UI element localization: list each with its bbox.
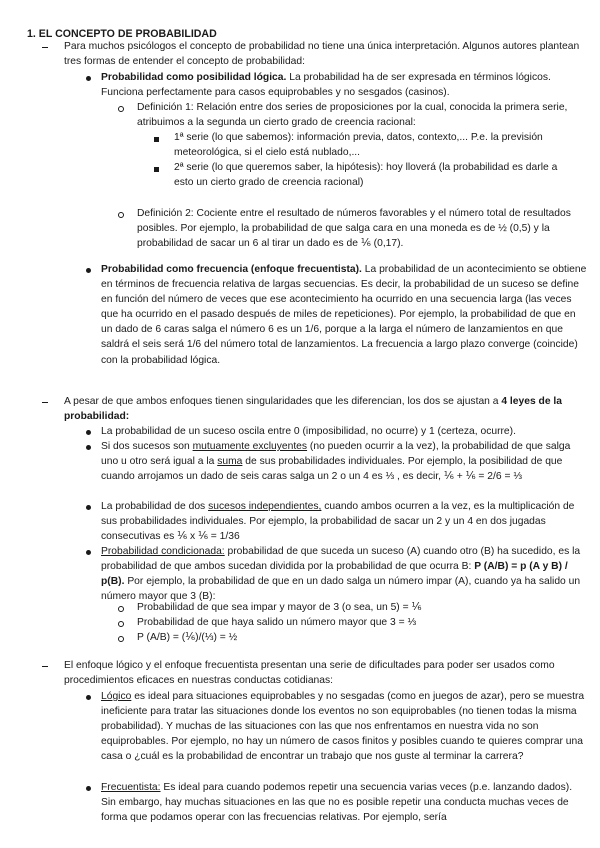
bullet-square — [154, 137, 159, 142]
leyes-intro-bold: 4 leyes de la probabilidad: — [64, 396, 563, 423]
ley-4-text-b: Por ejemplo, la probabilidad de que en un dado salga un número impar (A), cuando ya ha salido un número mayor que 3 (B): — [101, 576, 581, 603]
ley-4-underline: Probabilidad condicionada: — [101, 546, 225, 557]
bullet-dot — [86, 550, 91, 555]
example-2: Probabilidad de que haya salido un número mayor que 3 = ⅓ — [137, 617, 417, 628]
ley-3-underline: sucesos independientes, — [208, 501, 322, 512]
serie-1: 1ª serie (lo que sabemos): información previa, datos, contexto,... P.e. la previsión meteorológica, si el cielo está nublado,... — [174, 132, 543, 159]
ley-3-text-b: cuando ambos ocurren a la vez, es la multiplicación de sus probabilidades individuales. Por ejemplo, la probabilidad de sacar un 2 y un 4 en dos jugadas consecutivas es ⅙ x ⅙ = 1/36 — [101, 501, 575, 543]
definition-1: Definición 1: Relación entre dos series de proposiciones por la cual, conocida la primera serie, atribuimos a la segunda un cierto grado de creencia racional: — [137, 102, 568, 129]
bullet-circle — [118, 621, 124, 627]
ley-2-text-c: de sus probabilidades individuales. Por ejemplo, la posibilidad de que cuando arrojamos un dado de seis caras salga un 2 o un 4 es ⅓ , es decir, ⅙ + ⅙ = 2/6 = ⅓ — [101, 456, 563, 483]
frecuencia-label: Probabilidad como frecuencia (enfoque frecuentista). — [101, 264, 362, 275]
logico-paragraph — [101, 689, 587, 764]
bullet-dot — [86, 695, 91, 700]
example-3: P (A/B) = (⅙)/(⅓) = ½ — [137, 632, 238, 643]
ley-2-underline: mutuamente excluyentes — [192, 441, 308, 452]
ley-2-text-b: (no pueden ocurrir a la vez), la probabilidad de que salga uno u otro será igual a la — [101, 441, 571, 468]
frecuencia-text: La probabilidad de un acontecimiento se obtiene en términos de frecuencia relativa de largas secuencias. Es decir, la probabilidad de un suceso se define en función del número de veces que ese acontecimiento ha ocurrido en una secuencia larga (las veces que ha ocurrido en el pasado después de miles de repeticiones). Por ejemplo, la probabilidad de que en un dado de 6 caras salga el número 6 es un 1/6, porque a la larga el número de lanzamientos en que saldrá el seis será 1/6 del número total de lanzamientos. La frecuencia a largo plazo converge (coincide) con la probabilidad lógica. — [101, 264, 587, 366]
logica-text: La probabilidad ha de ser expresada en términos lógicos. Funciona perfectamente para casos equiprobables y no sesgados (casinos). — [101, 72, 551, 99]
intro-paragraph: Para muchos psicólogos el concepto de probabilidad no tiene una única interpretación. Algunos autores plantean tres formas de entender el concepto de probabilidad: — [64, 41, 580, 68]
bullet-dot — [86, 505, 91, 510]
ley-2-text-a: Si dos sucesos son — [101, 441, 193, 452]
logico-text: es ideal para situaciones equiprobables y no sesgadas (como en juegos de azar), pero se muestra ineficiente para tratar las situaciones donde los eventos no son equiprobables (no tienen todas la misma probabilidad). Y muchas de las situaciones con las que nos enfrentamos en nuestra vida no son equiprobables. Por ejemplo, no hay un número de casos finitos y posibles cuando te quieres comprar una casa o ¿cuál es la probabilidad de encontrar un trabajo que nos guste al terminar la carrera? — [101, 691, 585, 763]
serie-2: 2ª serie (lo que queremos saber, la hipótesis): hoy lloverá (la probabilidad es darle a esto un cierto grado de creencia racional) — [174, 162, 558, 189]
section-title: 1. EL CONCEPTO DE PROBABILIDAD — [27, 28, 217, 40]
ley-1: La probabilidad de un suceso oscila entre 0 (imposibilidad, no ocurre) y 1 (certeza, ocurre). — [101, 426, 516, 437]
bullet-dot — [86, 268, 91, 273]
ley-4 — [101, 544, 587, 604]
ley-2 — [101, 439, 587, 484]
frecuencia-paragraph — [101, 262, 587, 368]
dash-bullet — [42, 666, 48, 667]
bullet-circle — [118, 636, 124, 642]
frecuentista-text: Es ideal para cuando podemos repetir una secuencia varias veces (p.e. lanzando dados). Sin embargo, hay muchas situaciones en las que no es posible repetir una conducta muchas veces de forma que podamos operar con las frecuencias relativas. Por ejemplo, sería — [101, 782, 573, 824]
bullet-circle — [118, 212, 124, 218]
bullet-dot — [86, 430, 91, 435]
leyes-intro — [64, 394, 584, 424]
bullet-dot — [86, 786, 91, 791]
logica-paragraph — [101, 70, 579, 100]
bullet-circle — [118, 106, 124, 112]
dash-bullet — [42, 47, 48, 48]
bullet-dot — [86, 76, 91, 81]
frecuentista-paragraph — [101, 780, 587, 825]
logica-label: Probabilidad como posibilidad lógica. — [101, 72, 287, 83]
dificultades-intro: El enfoque lógico y el enfoque frecuentista presentan una serie de dificultades para poder ser usados como procedimientos eficaces en nuestras conductas cotidianas: — [64, 660, 555, 687]
ley-2-underline-2: suma — [217, 456, 243, 468]
frecuentista-label: Frecuentista: — [101, 782, 161, 793]
ley-3-text-a: La probabilidad de dos — [101, 501, 209, 512]
dash-bullet — [42, 402, 48, 403]
example-1: Probabilidad de que sea impar y mayor de 3 (o sea, un 5) = ⅙ — [137, 602, 422, 613]
bullet-circle — [118, 606, 124, 612]
bullet-dot — [86, 445, 91, 450]
ley-4-text-a: probabilidad de que suceda un suceso (A) cuando otro (B) ha sucedido, es la probabilidad de que ambos sucedan dividida por la probabilidad de que ocurra B: — [101, 546, 581, 573]
logico-label: Lógico — [101, 691, 132, 702]
ley-4-formula: P (A/B) = p (A y B) / p(B). — [101, 561, 568, 588]
definition-2: Definición 2: Cociente entre el resultado de números favorables y el número total de resultados posibles. Por ejemplo, la probabilidad de que salga cara en una moneda es de ½ (0,5) y la probabilidad de sacar un 6 al tirar un dado es de ⅙ (0,17). — [137, 208, 571, 250]
ley-3 — [101, 499, 587, 544]
leyes-intro-text: A pesar de que ambos enfoques tienen singularidades que les diferencian, los dos se ajustan a — [64, 396, 502, 407]
bullet-square — [154, 167, 159, 172]
